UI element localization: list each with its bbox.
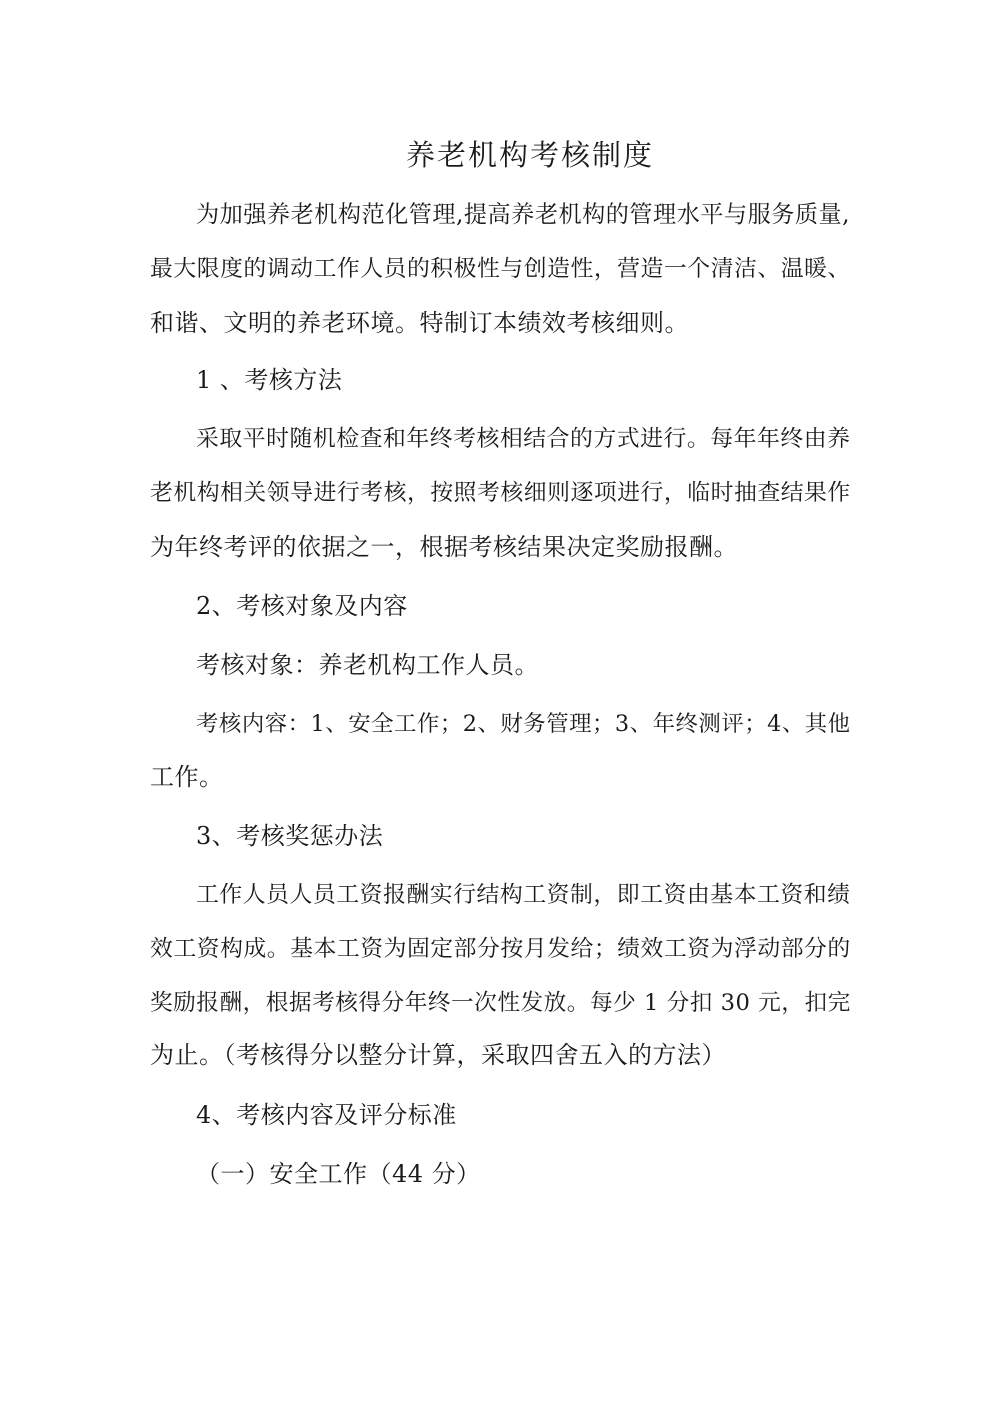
section3-line-4: 为止。（考核得分以整分计算，采取四舍五入的方法） [150,1041,726,1069]
section3-line-1: 工作人员人员工资报酬实行结构工资制，即工资由基本工资和绩 [196,882,851,908]
section1-line-2: 老机构相关领导进行考核，按照考核细则逐项进行，临时抽查结果作 [150,480,851,506]
section3-heading: 3、考核奖惩办法 [196,822,384,850]
document-title: 养老机构考核制度 [406,138,655,172]
intro-line-2: 最大限度的调动工作人员的积极性与创造性，营造一个清洁、温暖、 [150,256,851,282]
section2-target: 考核对象：养老机构工作人员。 [196,651,539,679]
section1-line-1: 采取平时随机检查和年终考核相结合的方式进行。每年年终由养 [196,426,851,452]
section3-line-3: 奖励报酬，根据考核得分年终一次性发放。每少 1 分扣 30 元，扣完 [150,990,851,1016]
section2-heading: 2、考核对象及内容 [196,592,408,620]
section1-heading: 1 、考核方法 [196,366,343,394]
section4-heading: 4、考核内容及评分标准 [196,1101,457,1129]
section4-subheading-1: （一）安全工作（44 分） [196,1160,481,1188]
section3-line-2: 效工资构成。基本工资为固定部分按月发给；绩效工资为浮动部分的 [150,936,851,962]
section1-line-3: 为年终考评的依据之一，根据考核结果决定奖励报酬。 [150,533,738,561]
intro-line-1: 为加强养老机构范化管理,提高养老机构的管理水平与服务质量, [196,202,851,228]
section2-content-line-2: 工作。 [150,763,224,791]
section2-content-line-1: 考核内容：1、安全工作；2、财务管理；3、年终测评；4、其他 [196,711,851,737]
intro-line-3: 和谐、文明的养老环境。特制订本绩效考核细则。 [150,309,689,337]
